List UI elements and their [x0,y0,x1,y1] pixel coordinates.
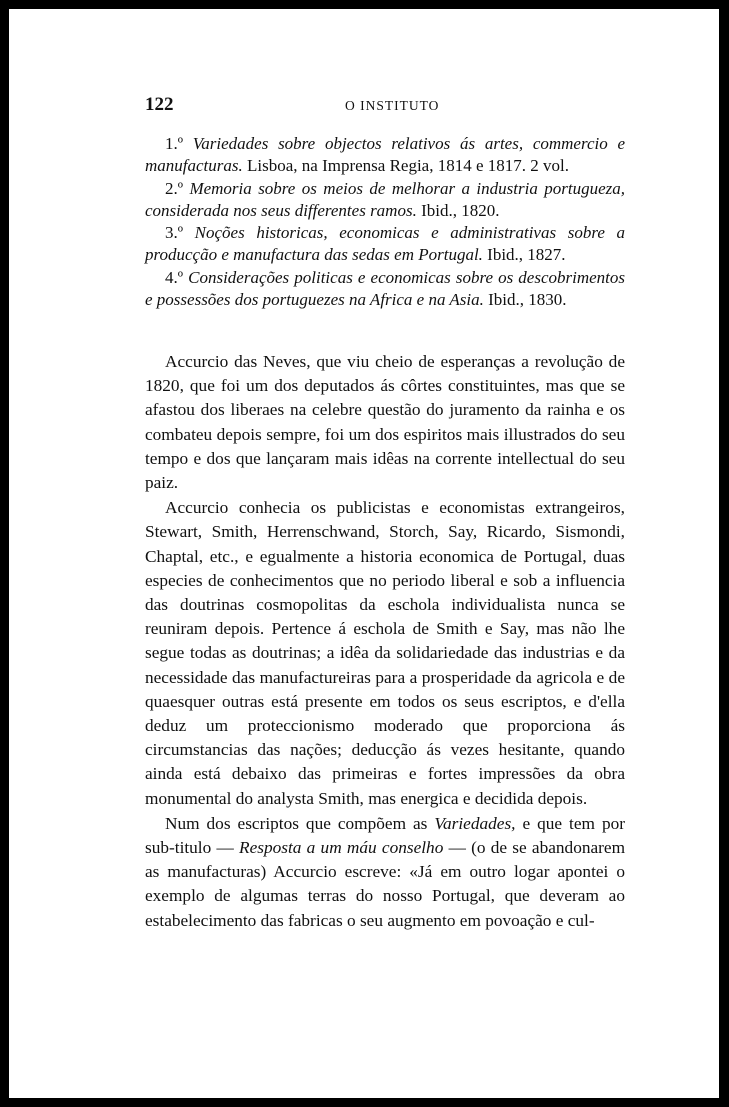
work-reference: Variedades, [434,813,516,833]
works-list [145,133,625,311]
paragraph-3-text: Num dos escriptos que compõem as [165,813,428,833]
body-text [145,350,625,933]
paragraph-3 [145,812,625,933]
paragraph-3-text: e que tem por sub-titulo — [145,813,625,858]
page-header [145,94,625,118]
page-number: 122 [145,94,174,115]
work-number: 2.º [165,178,184,198]
work-entry [145,222,625,267]
running-title: O INSTITUTO [345,98,440,113]
work-title: Memoria sobre os meios de melhorar a industria portugueza, considerada nos seus differentes ramos. [145,178,626,220]
work-entry [145,267,625,312]
work-details: Ibid., 1830. [488,290,567,310]
work-number: 3.º [165,223,184,243]
paragraph-3-text: — (o de se abandonarem as manufacturas) Accurcio escreve: «Já em outro logar apontei o exemplo de algumas terras do nosso Portugal, que deveram ao estabelecimento das fabricas o seu augmento em povoação e cul- [145,838,626,930]
paragraph-2: Accurcio conhecia os publicistas e economistas extrangeiros, Stewart, Smith, Herrenschwand, Storch, Say, Ricardo, Sismondi, Chaptal, etc., e egualmente a historia economica de Portugal, duas especies de conhecimentos que no periodo liberal e sob a influencia das doutrinas cosmopolitas da eschola individualista nunca se reuniram depois. Pertence á eschola de Smith e Say, mas não lhe segue todas as doutrinas; a idêa da solidariedade das industrias e da necessidade das manufactureiras para a prosperidade da agricola e de quaesquer outras está presente em todos os seus escriptos, e d'ella deduz um proteccionismo moderado que proporciona ás circumstancias das nações; deducção ás vezes hesitante, quando ainda está debaixo das primeiras e fortes impressões da obra monumental do analysta Smith, mas energica e decidida depois. [145,498,625,808]
subtitle-reference: Resposta a um máu conselho [239,838,444,858]
work-entry [145,178,625,223]
work-number: 4.º [165,267,184,287]
work-title: Noções historicas, economicas e administrativas sobre a producção e manufactura das sedas em Portugal. [145,223,625,265]
work-title: Variedades sobre objectos relativos ás artes, commercio e manufacturas. [145,134,626,176]
paragraph-1: Accurcio das Neves, que viu cheio de esperanças a revolução de 1820, que foi um dos deputados ás côrtes constituintes, mas que se afastou dos liberaes na celebre questão do juramento da rainha e os combateu depois sempre, foi um dos espiritos mais illustrados do seu tempo e dos que lançaram mais idêas na corrente intellectual do seu paiz. [145,352,625,493]
work-details: Ibid., 1827. [487,245,566,265]
work-entry [145,133,625,178]
work-number: 1.º [165,134,184,153]
work-details: Ibid., 1820. [421,200,500,220]
work-details: Lisboa, na Imprensa Regia, 1814 e 1817. 2 vol. [247,156,569,176]
work-title: Considerações politicas e economicas sobre os descobrimentos e possessões dos portuguezes na Africa e na Asia. [145,267,625,310]
book-page [9,9,719,1098]
